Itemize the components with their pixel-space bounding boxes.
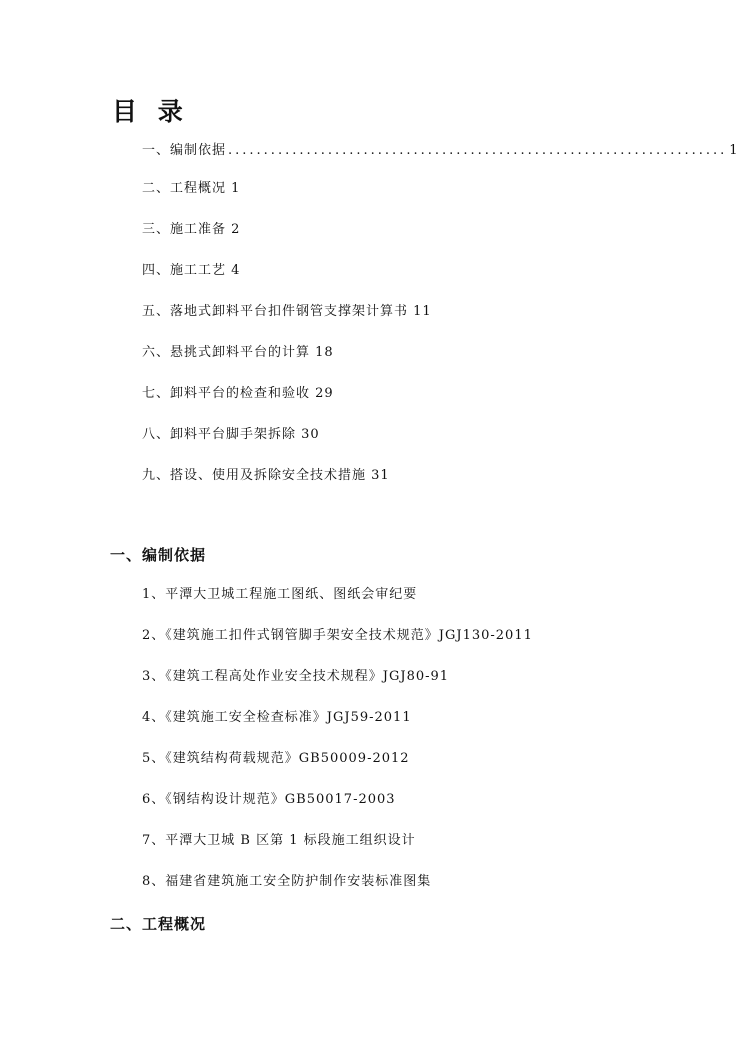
toc-item[interactable]: 八、卸料平台脚手架拆除 30 <box>142 427 320 442</box>
toc-leader-dots: ...................................................................... <box>228 143 728 158</box>
reference-item: 4、《建筑施工安全检查标准》JGJ59-2011 <box>142 710 412 725</box>
toc-item[interactable]: 三、施工准备 2 <box>142 222 241 237</box>
toc-item[interactable]: 七、卸料平台的检查和验收 29 <box>142 386 334 401</box>
reference-item: 5、《建筑结构荷载规范》GB50009-2012 <box>142 751 410 766</box>
toc-item-label: 一、编制依据 <box>142 143 227 158</box>
reference-item: 7、平潭大卫城 B 区第 1 标段施工组织设计 <box>142 833 416 848</box>
toc-item[interactable]: 四、施工工艺 4 <box>142 263 241 278</box>
toc-item-page: 1 <box>729 143 739 158</box>
section-heading-basis: 一、编制依据 <box>110 546 207 564</box>
reference-item: 8、福建省建筑施工安全防护制作安装标准图集 <box>142 874 432 889</box>
reference-item: 2、《建筑施工扣件式钢管脚手架安全技术规范》JGJ130-2011 <box>142 628 533 643</box>
toc-item[interactable]: 六、悬挑式卸料平台的计算 18 <box>142 345 334 360</box>
toc-item[interactable] <box>142 142 739 160</box>
reference-item: 1、平潭大卫城工程施工图纸、图纸会审纪要 <box>142 587 418 602</box>
reference-item: 3、《建筑工程高处作业安全技术规程》JGJ80-91 <box>142 669 450 684</box>
toc-item[interactable]: 五、落地式卸料平台扣件钢管支撑架计算书 11 <box>142 304 432 319</box>
section-heading-overview: 二、工程概况 <box>110 915 207 933</box>
toc-title: 目 录 <box>112 97 189 126</box>
toc-item[interactable]: 二、工程概况 1 <box>142 181 241 196</box>
reference-item: 6、《钢结构设计规范》GB50017-2003 <box>142 792 396 807</box>
toc-item[interactable]: 九、搭设、使用及拆除安全技术措施 31 <box>142 468 390 483</box>
